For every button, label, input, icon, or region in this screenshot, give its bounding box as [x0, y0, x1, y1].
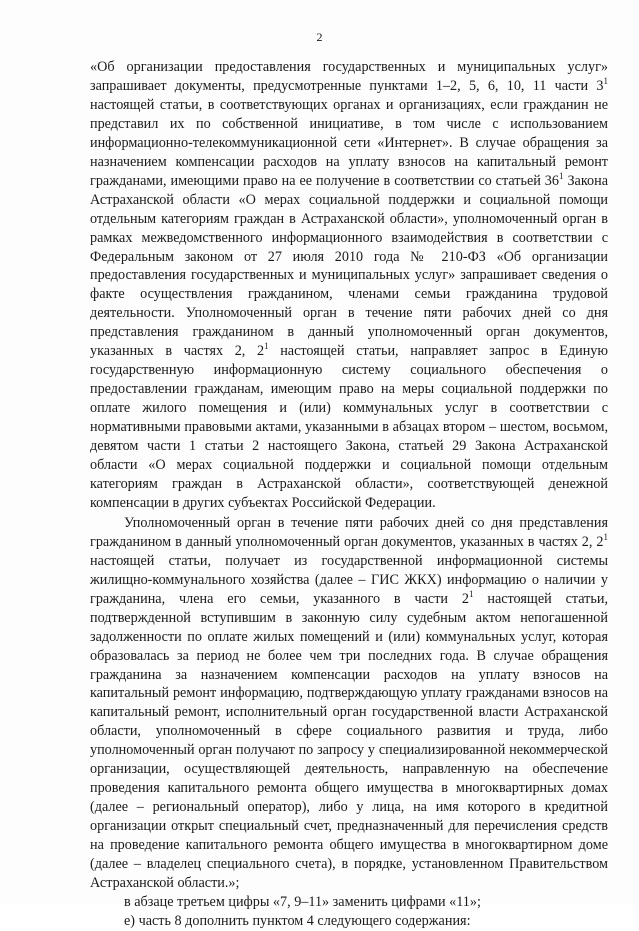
paragraph-amendment-part-8: е) часть 8 дополнить пунктом 4 следующего содержания: — [124, 912, 471, 929]
superscript-one: 1 — [603, 531, 608, 542]
superscript-one: 1 — [264, 341, 269, 352]
superscript-one: 1 — [468, 588, 474, 599]
superscript-one: 1 — [603, 75, 608, 86]
paragraph-continuation: «Об организации предоставления государственных и муниципальных услуг» запрашивает документы, предусмотренные пунктами 1–2, 5, 6, 10, 11 части $3^1$ настоящей статьи, в соответствующих органах и организациях, если гражданин не представил их по собственной инициативе, в том числе с использованием информационно-телекоммуникационной сети «Интернет». В случае обращения за назначением компенсации расходов на уплату взносов на капитальный ремонт гражданами, имеющими право на ее получение в соответствии со статьей $36^1$ Закона Астраханской области «О мерах социальной поддержки и социальной помощи отдельным категориям граждан в Астраханской области», уполномоченный орган в рамках межведомственного информационного взаимодействия в соответствии с Федеральным законом от 27 июля 2010 года № 210-ФЗ «Об организации предоставления государственных и муниципальных услуг» запрашивает сведения о факте осуществления гражданином, членами семьи гражданина трудовой деятельности. Уполномоченный орган в течение пяти рабочих дней со дня представления гражданином в данный уполномоченный орган документов, указанных в частях 2, $2^1$ настоящей статьи, направляет запрос в Единую государственную информационную систему социального обеспечения о предоставлении гражданам, имеющим право на меры социальной поддержки по оплате жилого помещения и (или) коммунальных услуг в соответствии с нормативными правовыми актами, указанными в абзацах втором – шестом, восьмом, девятом части 1 статьи 2 настоящего Закона, статьей 29 Закона Астраханской области «О мерах социальной поддержки и социальной помощи отдельным категориям граждан в Астраханской области», соответствующей денежной компенсации в других субъектах Российской Федерации. — [90, 59, 608, 511]
superscript-one: 1 — [558, 170, 564, 181]
paragraph-amendment-third-clause: в абзаце третьем цифры «7, 9–11» заменить цифрами «11»; — [124, 893, 481, 910]
paragraph-authorized-body: Уполномоченный орган в течение пяти рабочих дней со дня представления гражданином в данный уполномоченный орган документов, указанных в частях 2, $2^1$ настоящей статьи, получает из государственной информационной системы жилищно-коммунального хозяйства (далее – ГИС ЖКХ) информацию о наличии у гражданина, члена его семьи, указанного в части $2^1$ настоящей статьи, подтвержденной вступившим в законную силу судебным актом непогашенной задолженности по оплате жилых помещений и (или) коммунальных услуг, которая образовалась за период не более чем три последних года. В случае обращения гражданина за назначением компенсации расходов на уплату взносов на капитальный ремонт информацию, подтверждающую уплату гражданами взносов на капитальный ремонт, исполнительный орган государственной власти Астраханской области, уполномоченный в сфере социального развития и труда, либо уполномоченный орган получают по запросу у специализированной некоммерческой организации, осуществляющей деятельность, направленную на обеспечение проведения капитального ремонта общего имущества в многоквартирных домах (далее – региональный оператор), либо у лица, на имя которого в кредитной организации открыт специальный счет, предназначенный для перечисления средств на проведение капитального ремонта общего имущества в многоквартирном доме (далее – владелец специального счета), в порядке, установленном Правительством Астраханской области.»; — [90, 514, 608, 891]
page-number: 2 — [316, 30, 323, 44]
document-body — [90, 58, 608, 931]
